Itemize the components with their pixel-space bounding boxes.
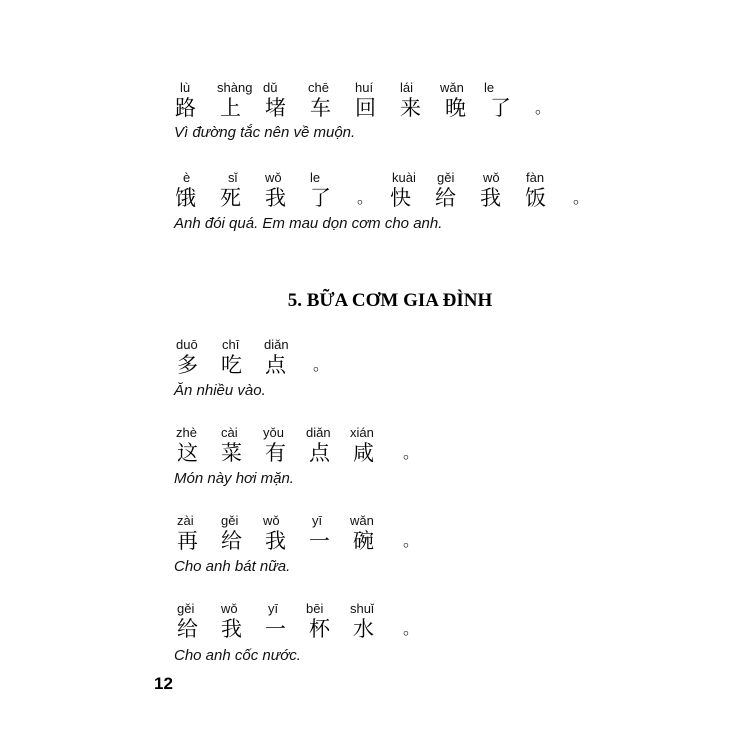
translation-text: Ăn nhiều vào.	[174, 382, 266, 399]
hanzi-char: 路	[175, 96, 196, 120]
pinyin-syllable: diǎn	[306, 425, 331, 440]
hanzi-char: 多	[177, 353, 198, 377]
pinyin-syllable: huí	[355, 80, 374, 95]
hanzi-char: 一	[309, 529, 330, 553]
hanzi-char: 给	[177, 617, 198, 641]
pinyin-syllable: bēi	[306, 601, 324, 616]
hanzi-char: 了	[490, 96, 511, 120]
hanzi-char: 饿	[175, 186, 196, 210]
pinyin-syllable: sǐ	[228, 170, 238, 185]
pinyin-syllable: è	[183, 170, 191, 185]
full-stop-mark: 。	[357, 188, 374, 207]
hanzi-char: 点	[309, 441, 330, 465]
hanzi-char: 上	[220, 96, 241, 120]
pinyin-syllable: kuài	[392, 170, 416, 185]
translation-text: Anh đói quá. Em mau dọn cơm cho anh.	[174, 215, 443, 232]
pinyin-syllable: zhè	[176, 425, 197, 440]
full-stop-mark: 。	[573, 188, 590, 207]
pinyin-syllable: yǒu	[263, 425, 284, 440]
hanzi-char: 了	[310, 186, 331, 210]
hanzi-char: 有	[265, 441, 286, 465]
pinyin-syllable: dǔ	[263, 80, 278, 95]
hanzi-char: 给	[435, 186, 456, 210]
pinyin-syllable: le	[310, 170, 321, 185]
hanzi-char: 给	[221, 529, 242, 553]
pinyin-syllable: lái	[400, 80, 414, 95]
translation-text: Cho anh bát nữa.	[174, 558, 291, 575]
hanzi-char: 再	[177, 529, 198, 553]
hanzi-char: 来	[400, 96, 421, 120]
pinyin-syllable: gěi	[177, 601, 195, 616]
full-stop-mark: 。	[535, 98, 552, 117]
hanzi-char: 死	[220, 186, 241, 210]
hanzi-char: 菜	[221, 441, 242, 465]
pinyin-syllable: wǒ	[263, 513, 280, 528]
pinyin-syllable: wǎn	[440, 80, 464, 95]
full-stop-mark: 。	[403, 619, 420, 638]
pinyin-syllable: chē	[308, 80, 329, 95]
translation-text: Cho anh cốc nước.	[174, 647, 301, 664]
full-stop-mark: 。	[403, 531, 420, 550]
hanzi-char: 杯	[309, 617, 330, 641]
hanzi-char: 晚	[445, 96, 466, 120]
pinyin-syllable: duō	[176, 337, 198, 352]
pinyin-syllable: wǒ	[221, 601, 238, 616]
section-title: 5. BỮA CƠM GIA ĐÌNH	[287, 290, 493, 311]
hanzi-char: 车	[310, 96, 331, 120]
full-stop-mark: 。	[403, 443, 420, 462]
pinyin-syllable: yī	[268, 601, 279, 616]
pinyin-syllable: gěi	[437, 170, 455, 185]
hanzi-char: 我	[265, 529, 286, 553]
hanzi-char: 堵	[265, 96, 286, 120]
hanzi-char: 水	[353, 617, 374, 641]
pinyin-syllable: diǎn	[264, 337, 289, 352]
pinyin-syllable: cài	[221, 425, 238, 440]
full-stop-mark: 。	[313, 355, 330, 374]
pinyin-syllable: wǎn	[350, 513, 374, 528]
hanzi-char: 咸	[353, 441, 374, 465]
hanzi-char: 我	[480, 186, 501, 210]
pinyin-syllable: zài	[177, 513, 194, 528]
pinyin-syllable: xián	[350, 425, 374, 440]
hanzi-char: 吃	[221, 353, 242, 377]
pinyin-syllable: wǒ	[265, 170, 282, 185]
hanzi-char: 碗	[353, 529, 374, 553]
hanzi-char: 点	[265, 353, 286, 377]
hanzi-char: 一	[265, 617, 286, 641]
hanzi-char: 饭	[525, 186, 546, 210]
page-number: 12	[154, 674, 173, 693]
pinyin-syllable: wǒ	[483, 170, 500, 185]
pinyin-syllable: yī	[312, 513, 323, 528]
pinyin-syllable: shàng	[217, 80, 253, 95]
hanzi-char: 这	[177, 441, 198, 465]
hanzi-char: 快	[390, 186, 411, 210]
pinyin-syllable: lù	[180, 80, 191, 95]
pinyin-syllable: le	[484, 80, 495, 95]
pinyin-syllable: fàn	[526, 170, 545, 185]
pinyin-syllable: chī	[222, 337, 240, 352]
pinyin-syllable: shuǐ	[350, 601, 374, 616]
translation-text: Vì đường tắc nên về muộn.	[174, 124, 356, 141]
hanzi-char: 回	[355, 96, 376, 120]
hanzi-char: 我	[221, 617, 242, 641]
pinyin-syllable: gěi	[221, 513, 239, 528]
translation-text: Món này hơi mặn.	[174, 470, 294, 487]
hanzi-char: 我	[265, 186, 286, 210]
